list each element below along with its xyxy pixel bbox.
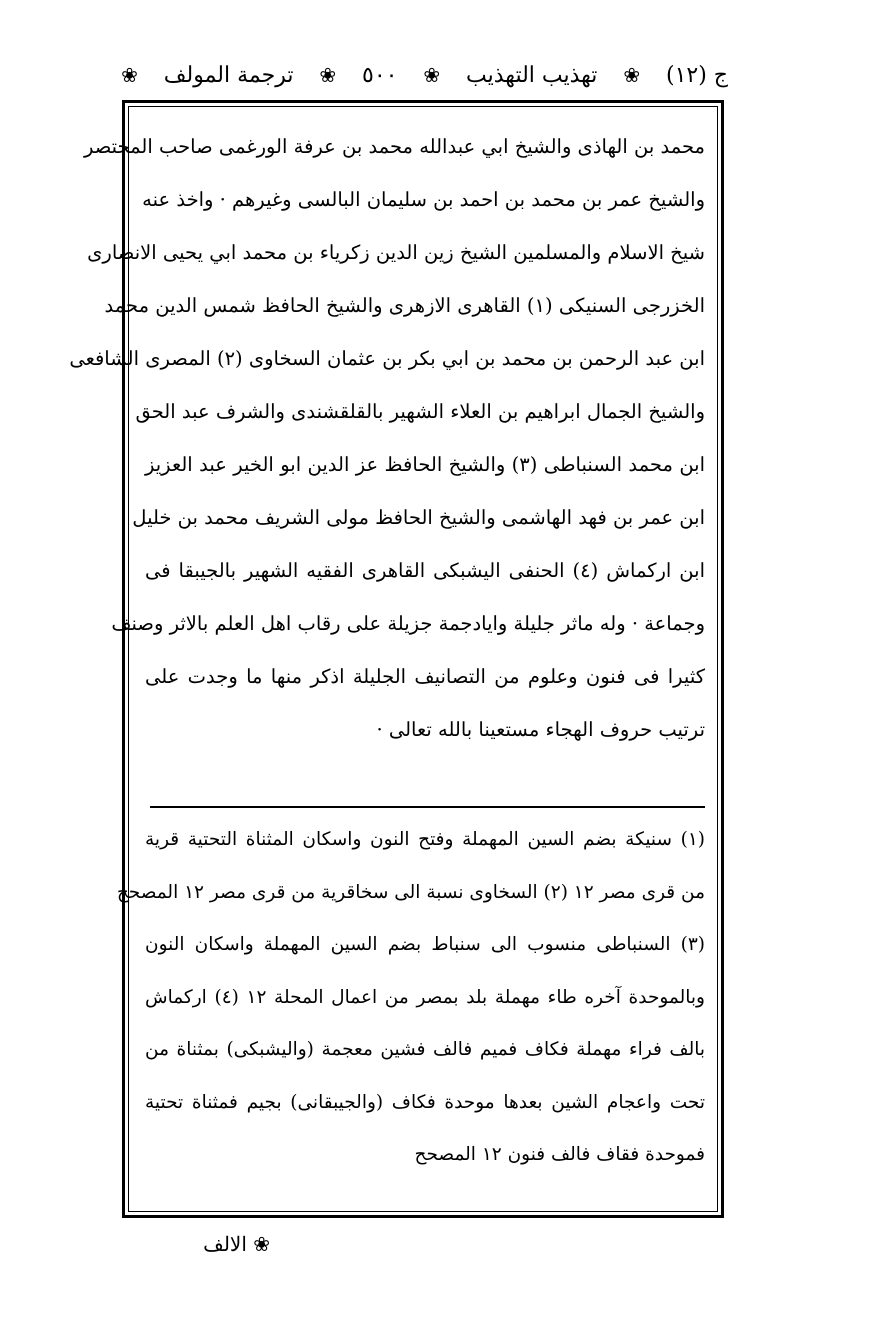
text-line: ابن عمر بن فهد الهاشمى والشيخ الحافظ مولى الشريف محمد بن خليل bbox=[132, 506, 705, 529]
book-title: تهذيب التهذيب bbox=[466, 62, 598, 88]
running-header bbox=[118, 55, 728, 95]
footnotes bbox=[116, 814, 705, 1182]
ornament-icon: ❀ bbox=[319, 63, 337, 87]
footnote-line: من قرى مصر ١٢ (٢) السخاوى نسبة الى سخاقرية من قرى مصر ١٢ المصحح bbox=[116, 881, 705, 903]
text-line: محمد بن الهاذى والشيخ ابي عبدالله محمد بن عرفة الورغمى صاحب المختصر bbox=[83, 135, 705, 158]
page-number: ٥٠٠ bbox=[362, 62, 398, 88]
text-line: ابن اركماش (٤) الحنفى اليشبكى القاهرى الفقيه الشهير بالجيبقا فى bbox=[145, 559, 705, 582]
text-line: والشيخ عمر بن محمد بن احمد بن سليمان البالسى وغيرهم · واخذ عنه bbox=[142, 188, 705, 211]
text-line: الخزرجى السنيكى (١) القاهرى الازهرى والشيخ الحافظ شمس الدين محمد bbox=[104, 294, 705, 317]
catchword-text: الالف bbox=[203, 1232, 247, 1256]
footnote-line: وبالموحدة آخره طاء مهملة بلد بمصر من اعمال المحلة ١٢ (٤) اركماش bbox=[145, 986, 705, 1008]
ornament-icon: ❀ bbox=[121, 63, 138, 87]
text-line: شيخ الاسلام والمسلمين الشيخ زين الدين زكرياء بن محمد ابي يحيى الانصارى bbox=[87, 241, 705, 264]
catchword bbox=[150, 1232, 270, 1256]
footnote-divider bbox=[150, 806, 705, 808]
section-title: ترجمة المولف bbox=[163, 62, 294, 88]
text-line: كثيرا فى فنون وعلوم من التصانيف الجليلة اذكر منها ما وجدت على bbox=[145, 665, 705, 688]
volume-label: ج (١٢) bbox=[665, 62, 728, 88]
footnote-line: تحت واعجام الشين بعدها موحدة فكاف (والجيبقانى) بجيم فمثناة تحتية bbox=[145, 1091, 705, 1113]
footnote-line: (١) سنيكة بضم السين المهملة وفتح النون واسكان المثناة التحتية قرية bbox=[145, 829, 705, 850]
text-line: ترتيب حروف الهجاء مستعينا بالله تعالى · bbox=[376, 718, 705, 741]
ornament-icon: ❀ bbox=[253, 1232, 270, 1256]
footnote-line: فموحدة فقاف فالف فنون ١٢ المصحح bbox=[414, 1144, 705, 1165]
ornament-icon: ❀ bbox=[623, 63, 641, 87]
main-text bbox=[69, 120, 706, 756]
text-line: وجماعة · وله ماثر جليلة وايادجمة جزيلة على رقاب اهل العلم بالاثر وصنف bbox=[111, 612, 705, 635]
text-line: ابن عبد الرحمن بن محمد بن ابي بكر بن عثمان السخاوى (٢) المصرى الشافعى bbox=[69, 347, 705, 370]
text-line: والشيخ الجمال ابراهيم بن العلاء الشهير بالقلقشندى والشرف عبد الحق bbox=[135, 400, 705, 423]
footnote-line: (٣) السنباطى منسوب الى سنباط بضم السين المهملة واسكان النون bbox=[145, 934, 705, 955]
footnote-line: بالف فراء مهملة فكاف فميم فالف فشين معجمة (واليشبكى) بمثناة من bbox=[145, 1039, 705, 1060]
text-line: ابن محمد السنباطى (٣) والشيخ الحافظ عز الدين ابو الخير عبد العزيز bbox=[145, 453, 706, 476]
ornament-icon: ❀ bbox=[423, 63, 441, 87]
